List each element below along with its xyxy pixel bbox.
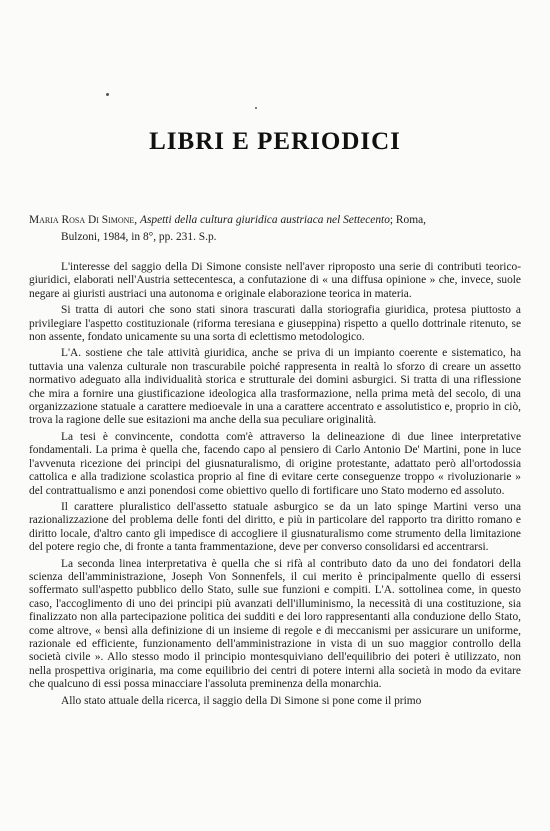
scan-speck	[106, 93, 109, 96]
review-body	[29, 261, 521, 711]
paragraph: L'interesse del saggio della Di Simone consiste nell'aver riproposto una serie di contributi teorico-giuridici, elaborati nell'Austria settecentesca, a confutazione di « una diffusa opinione » che, invece, suole negare ai giuristi austriaci una autonoma e originale elaborazione teorica in materia.	[29, 261, 521, 300]
citation-author: Maria Rosa Di Simone,	[29, 214, 138, 226]
paragraph: L'A. sostiene che tale attività giuridica, anche se priva di un impianto coerente e sistematico, ha tuttavia una valenza culturale non trascurabile poiché rappresenta in realtà lo sforzo di creare un assetto normativo adeguato alla individualità storica e strutturale dei domini asburgici. Si tratta di una riflessione che mira a fornire una giustificazione ideologica alla trasformazione, nella prima metà del secolo, di una organizzazione statuale a carattere medioevale in una a carattere accentrato e assolutistico e, proprio in ciò, trova la ragione delle sue esitazioni ma anche della sua peculiare originalità.	[29, 347, 521, 427]
citation-place: ; Roma,	[389, 214, 426, 226]
citation-publisher-details: Bulzoni, 1984, in 8°, pp. 231. S.p.	[61, 231, 217, 243]
paragraph: Allo stato attuale della ricerca, il saggio della Di Simone si pone come il primo	[61, 694, 422, 707]
citation-work-title: Aspetti della cultura giuridica austriaca nel Settecento	[139, 214, 390, 226]
paragraph: La tesi è convincente, condotta com'è attraverso la delineazione di due linee interpretative fondamentali. La prima è quella che, facendo capo al pensiero di Carlo Antonio De' Martini, pone in luce l'avvenuta ricezione dei principi del giusnaturalismo, di origine protestante, adattato però all'ortodossia cattolica e alla tradizione scolastica proprio al fine di evitare certe conseguenze troppo « rivoluzionarie » del contrattualismo e anzi ponendosi come obiettivo quello di fortificare uno Stato moderno ed assoluto.	[29, 430, 521, 497]
page-title: LIBRI E PERIODICI	[149, 128, 401, 155]
scan-speck	[255, 107, 257, 109]
book-citation	[29, 212, 521, 246]
paragraph: Il carattere pluralistico dell'assetto statuale asburgico se da un lato spinge Martini verso una razionalizzazione del problema delle fonti del diritto, e più in particolare del rapporto tra diritto romano e diritto locale, d'altro canto gli impedisce di accogliere il giusnaturalismo come strumento della limitazione del potere regio che, di fronte a tanta frammentazione, deve per converso consolidarsi ed accentrarsi.	[29, 500, 521, 554]
paragraph: La seconda linea interpretativa è quella che si rifà al contributo dato da uno dei fondatori della scienza dell'amministrazione, Joseph Von Sonnenfels, il cui merito è principalmente quello di essersi soffermato sull'aspetto pubblico dello Stato, sulle sue funzioni e compiti. L'A. sottolinea come, in questo caso, l'accoglimento di uno dei principi più avanzati dell'illuminismo, la necessità di una costituzione, sia finalizzato non alla partecipazione politica dei sudditi e dei loro rappresentanti alla conduzione dello Stato, come altrove, « bensì alla definizione di un insieme di regole e di meccanismi per assicurare un uniforme, razionale ed efficiente, funzionamento dell'amministrazione in vista di un suo maggior controllo della società civile ». Allo stesso modo il principio montesquiviano dell'equilibrio dei poteri è utilizzato, non nella prospettiva originaria, ma come equilibrio dei centri di potere interni alla società in modo da evitare che qualcuno di essi possa minacciare l'assoluta preminenza della monarchia.	[29, 557, 521, 691]
paragraph: Si tratta di autori che sono stati sinora trascurati dalla storiografia giuridica, protesa piuttosto a privilegiare l'aspetto costituzionale (riforma teresiana e giuseppina) rispetto a quello dottrinale ritenuto, se non assente, fondato unicamente su una sorta di eclettismo metodologico.	[29, 304, 521, 344]
